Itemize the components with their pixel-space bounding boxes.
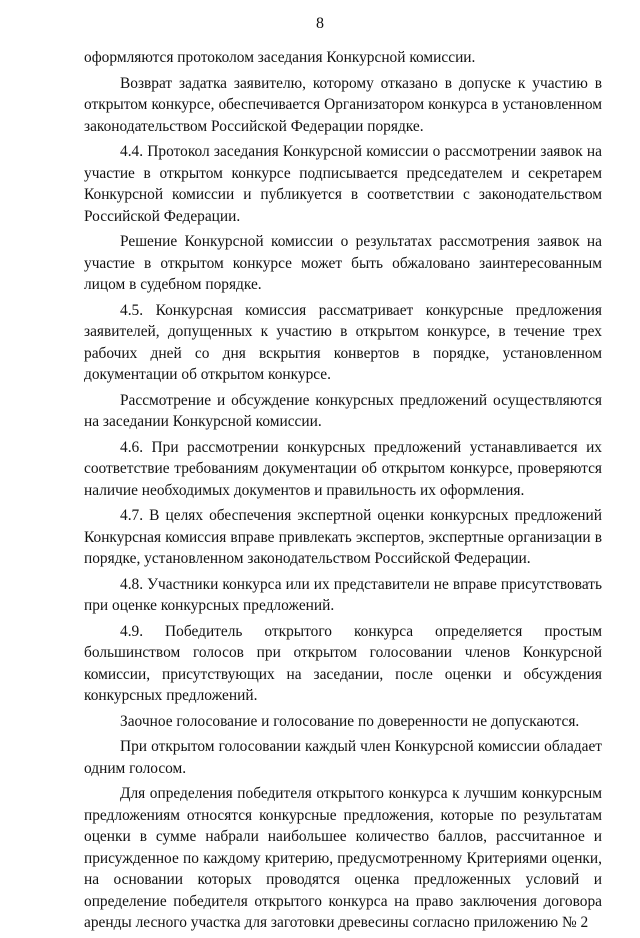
paragraph-continuation: оформляются протоколом заседания Конкурсной комиссии. xyxy=(84,49,476,66)
paragraph-4-5: 4.5. Конкурсная комиссия рассматривает конкурсные предложения заявителей, допущенных к участию в открытом конкурсе, в течение трех рабочих дней со дня вскрытия конвертов в порядке, установленном документации об открытом конкурсе. xyxy=(84,301,602,383)
paragraph-4-6: 4.6. При рассмотрении конкурсных предложений устанавливается их соответствие требованиям документации об открытом конкурсе, проверяются наличие необходимых документов и правильность их оформления. xyxy=(84,438,602,499)
paragraph-4-9: 4.9. Победитель открытого конкурса определяется простым большинством голосов при открытом голосовании членов Конкурсной комиссии, присутствующих на заседании, после оценки и обсуждения конкурсных предложений. xyxy=(84,622,602,704)
paragraph-4-7: 4.7. В целях обеспечения экспертной оценки конкурсных предложений Конкурсная комиссия вправе привлекать экспертов, экспертные организации в порядке, установленном законодательством Российской Федерации. xyxy=(84,507,602,567)
paragraph-absentee-voting: Заочное голосование и голосование по доверенности не допускаются. xyxy=(120,712,580,730)
paragraph-review-discussion: Рассмотрение и обсуждение конкурсных предложений осуществляются на заседании Конкурсной комиссии. xyxy=(84,391,602,430)
document-body xyxy=(84,47,602,938)
paragraph-one-vote: При открытом голосовании каждый член Конкурсной комиссии обладает одним голосом. xyxy=(84,738,602,777)
paragraph-winner-determination: Для определения победителя открытого конкурса к лучшим конкурсным предложениям относятся конкурсные предложения, которые по результатам оценки в сумме набрали наибольшее количество баллов, рассчитанное и присужденное по каждому критерию, предусмотренному Критериями оценки, на основании которых проводятся оценка предложенных условий и определение победителя открытого конкурса на право заключения договора аренды лесного участка для заготовки древесины согласно приложению № 2 xyxy=(84,785,602,931)
paragraph-deposit-return: Возврат задатка заявителю, которому отказано в допуске к участию в открытом конкурсе, обеспечивается Организатором конкурса в установленном законодательством Российской Федерации порядке. xyxy=(84,74,602,135)
paragraph-4-8: 4.8. Участники конкурса или их представители не вправе присутствовать при оценке конкурсных предложений. xyxy=(84,575,602,614)
paragraph-4-4: 4.4. Протокол заседания Конкурсной комиссии о рассмотрении заявок на участие в открытом конкурсе подписывается председателем и секретарем Конкурсной комиссии и публикуется в соответствии с законодательством Российской Федерации. xyxy=(84,143,602,225)
paragraph-appeal: Решение Конкурсной комиссии о результатах рассмотрения заявок на участие в открытом конкурсе может быть обжаловано заинтересованным лицом в судебном порядке. xyxy=(84,233,602,293)
page-number: 8 xyxy=(316,15,324,32)
